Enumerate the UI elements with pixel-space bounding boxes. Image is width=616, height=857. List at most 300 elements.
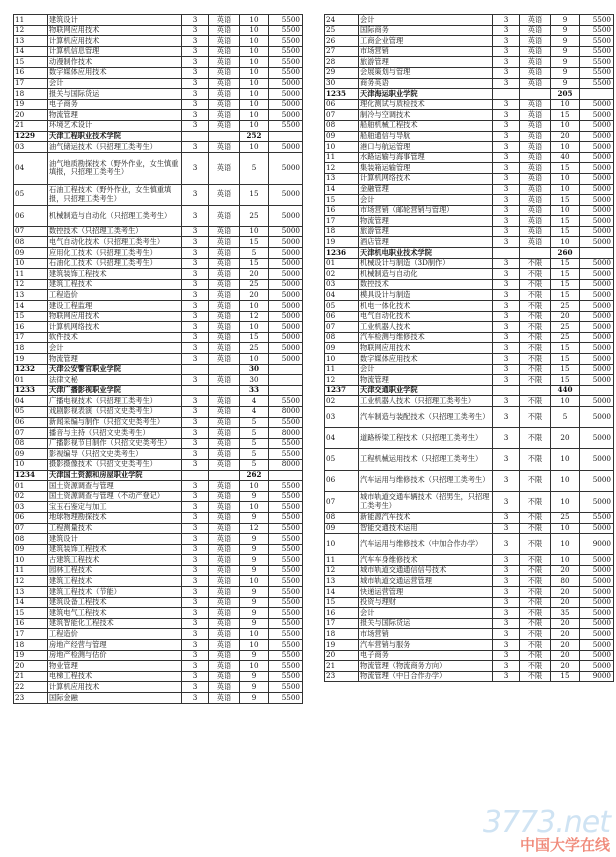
cell-language: 英语 bbox=[209, 534, 240, 545]
cell-name: 汽车检测与维修技术 bbox=[359, 332, 493, 343]
cell-years: 3 bbox=[182, 301, 209, 312]
cell-fee: 5500 bbox=[269, 693, 303, 704]
cell-plan: 10 bbox=[551, 491, 580, 512]
cell-code: 16 bbox=[14, 322, 48, 333]
table-row bbox=[325, 512, 614, 523]
cell-years: 3 bbox=[182, 332, 209, 343]
left-column bbox=[13, 14, 302, 704]
cell-years: 3 bbox=[182, 237, 209, 248]
table-row bbox=[14, 237, 303, 248]
cell-fee: 5500 bbox=[269, 46, 303, 57]
cell-code: 14 bbox=[14, 597, 48, 608]
cell-years: 3 bbox=[493, 25, 520, 36]
cell-language bbox=[209, 131, 240, 142]
cell-language: 英语 bbox=[520, 67, 551, 78]
table-row bbox=[14, 406, 303, 417]
cell-years: 3 bbox=[182, 671, 209, 682]
table-row bbox=[14, 120, 303, 131]
table-row bbox=[325, 322, 614, 333]
cell-code: 21 bbox=[325, 661, 359, 672]
cell-fee: 5000 bbox=[580, 650, 614, 661]
table-row bbox=[325, 449, 614, 470]
cell-code: 13 bbox=[14, 587, 48, 598]
table-row bbox=[14, 279, 303, 290]
table-row bbox=[325, 406, 614, 427]
cell-years: 3 bbox=[493, 120, 520, 131]
table-row bbox=[14, 629, 303, 640]
cell-years: 3 bbox=[493, 131, 520, 142]
cell-language: 英语 bbox=[209, 332, 240, 343]
cell-name: 园林工程技术 bbox=[48, 565, 182, 576]
table-row bbox=[325, 608, 614, 619]
cell-code: 27 bbox=[325, 46, 359, 57]
cell-plan: 9 bbox=[240, 650, 269, 661]
table-row bbox=[14, 491, 303, 502]
cell-fee: 5000 bbox=[580, 640, 614, 651]
cell-years: 3 bbox=[182, 565, 209, 576]
table-row bbox=[325, 110, 614, 121]
cell-fee: 5000 bbox=[580, 597, 614, 608]
cell-fee: 5500 bbox=[269, 608, 303, 619]
cell-code: 08 bbox=[14, 237, 48, 248]
table-row bbox=[14, 89, 303, 100]
cell-plan: 10 bbox=[551, 237, 580, 248]
cell-name: 天津机电职业技术学院 bbox=[359, 248, 493, 259]
cell-code: 01 bbox=[325, 258, 359, 269]
cell-language: 英语 bbox=[209, 25, 240, 36]
cell-name: 城市轨道交通运营管理 bbox=[359, 576, 493, 587]
cell-name: 工商企业管理 bbox=[359, 36, 493, 47]
cell-name: 会计 bbox=[359, 364, 493, 375]
table-row bbox=[325, 354, 614, 365]
cell-fee: 5000 bbox=[580, 195, 614, 206]
cell-language: 英语 bbox=[209, 640, 240, 651]
cell-code: 03 bbox=[325, 406, 359, 427]
cell-plan: 12 bbox=[240, 311, 269, 322]
cell-fee bbox=[269, 375, 303, 386]
table-row bbox=[325, 364, 614, 375]
cell-name: 机械制造与自动化 bbox=[359, 269, 493, 280]
cell-code: 08 bbox=[325, 120, 359, 131]
cell-code: 19 bbox=[14, 650, 48, 661]
cell-years: 3 bbox=[493, 237, 520, 248]
cell-plan: 10 bbox=[240, 142, 269, 153]
cell-fee: 8000 bbox=[269, 459, 303, 470]
cell-plan: 15 bbox=[551, 195, 580, 206]
cell-years: 3 bbox=[182, 597, 209, 608]
cell-code: 02 bbox=[325, 396, 359, 407]
cell-code: 04 bbox=[14, 152, 48, 184]
table-row bbox=[14, 502, 303, 513]
cell-years: 3 bbox=[182, 693, 209, 704]
cell-language: 不限 bbox=[520, 576, 551, 587]
table-row bbox=[14, 682, 303, 693]
cell-code: 07 bbox=[14, 226, 48, 237]
table-row bbox=[14, 576, 303, 587]
cell-plan: 20 bbox=[551, 650, 580, 661]
cell-plan: 25 bbox=[551, 332, 580, 343]
cell-plan: 9 bbox=[551, 25, 580, 36]
cell-fee: 9000 bbox=[580, 534, 614, 555]
cell-language: 不限 bbox=[520, 375, 551, 386]
cell-fee: 5500 bbox=[580, 15, 614, 26]
watermark-name: 中国大学在线 bbox=[519, 836, 610, 854]
cell-plan: 10 bbox=[240, 15, 269, 26]
cell-language: 英语 bbox=[520, 163, 551, 174]
cell-plan: 5 bbox=[240, 438, 269, 449]
cell-fee: 5000 bbox=[580, 120, 614, 131]
cell-code: 05 bbox=[14, 184, 48, 205]
cell-years: 3 bbox=[182, 481, 209, 492]
cell-name: 市场营销 bbox=[359, 629, 493, 640]
cell-name: 动漫制作技术 bbox=[48, 57, 182, 68]
table-row bbox=[325, 163, 614, 174]
table-row bbox=[14, 142, 303, 153]
cell-plan: 10 bbox=[240, 78, 269, 89]
cell-code: 1237 bbox=[325, 385, 359, 396]
cell-name: 汽车车身维修技术 bbox=[359, 555, 493, 566]
cell-name: 计算机网络技术 bbox=[359, 173, 493, 184]
cell-plan: 33 bbox=[240, 385, 269, 396]
cell-code: 12 bbox=[325, 565, 359, 576]
cell-code: 18 bbox=[14, 640, 48, 651]
cell-code: 07 bbox=[325, 110, 359, 121]
cell-fee: 5000 bbox=[580, 131, 614, 142]
cell-language: 不限 bbox=[520, 428, 551, 449]
table-row bbox=[14, 650, 303, 661]
cell-code: 02 bbox=[325, 269, 359, 280]
cell-fee: 5500 bbox=[580, 36, 614, 47]
table-row bbox=[14, 608, 303, 619]
cell-plan: 15 bbox=[551, 163, 580, 174]
cell-name: 天津海运职业学院 bbox=[359, 89, 493, 100]
cell-language: 不限 bbox=[520, 618, 551, 629]
cell-fee: 5500 bbox=[269, 565, 303, 576]
cell-years: 3 bbox=[182, 311, 209, 322]
cell-years: 3 bbox=[493, 57, 520, 68]
cell-plan: 10 bbox=[551, 120, 580, 131]
table-row bbox=[14, 417, 303, 428]
cell-code: 11 bbox=[325, 152, 359, 163]
cell-code: 16 bbox=[325, 205, 359, 216]
cell-language: 英语 bbox=[209, 152, 240, 184]
cell-code: 14 bbox=[325, 184, 359, 195]
cell-years: 3 bbox=[182, 110, 209, 121]
cell-code: 22 bbox=[14, 682, 48, 693]
table-row bbox=[14, 258, 303, 269]
cell-years: 3 bbox=[182, 502, 209, 513]
cell-years: 3 bbox=[493, 279, 520, 290]
cell-fee: 5000 bbox=[580, 629, 614, 640]
cell-language bbox=[520, 248, 551, 259]
cell-plan: 9 bbox=[240, 671, 269, 682]
cell-years: 3 bbox=[182, 279, 209, 290]
cell-plan: 15 bbox=[551, 110, 580, 121]
cell-name: 电气自动化技术（只招理工类考生） bbox=[48, 237, 182, 248]
cell-code: 10 bbox=[14, 258, 48, 269]
cell-fee: 5000 bbox=[580, 237, 614, 248]
cell-code: 04 bbox=[14, 396, 48, 407]
cell-fee: 5500 bbox=[580, 67, 614, 78]
cell-language: 英语 bbox=[209, 375, 240, 386]
cell-language: 英语 bbox=[209, 406, 240, 417]
cell-language: 不限 bbox=[520, 523, 551, 534]
cell-fee bbox=[269, 385, 303, 396]
cell-language: 英语 bbox=[209, 417, 240, 428]
table-row bbox=[14, 269, 303, 280]
cell-fee: 5000 bbox=[580, 618, 614, 629]
table-row bbox=[14, 248, 303, 259]
cell-code: 20 bbox=[14, 661, 48, 672]
cell-language: 英语 bbox=[209, 491, 240, 502]
cell-code: 19 bbox=[14, 99, 48, 110]
cell-name: 天津国土资源和房屋职业学院 bbox=[48, 470, 182, 481]
cell-code: 07 bbox=[325, 322, 359, 333]
cell-name: 金融管理 bbox=[359, 184, 493, 195]
cell-fee: 5500 bbox=[580, 25, 614, 36]
cell-plan: 40 bbox=[551, 152, 580, 163]
cell-plan: 15 bbox=[551, 364, 580, 375]
cell-name: 影视编导（只招文史类考生） bbox=[48, 449, 182, 460]
cell-name: 工程造价 bbox=[48, 290, 182, 301]
table-row bbox=[14, 449, 303, 460]
table-row bbox=[325, 640, 614, 651]
cell-years: 3 bbox=[182, 576, 209, 587]
cell-name: 天津广播影视职业学院 bbox=[48, 385, 182, 396]
cell-plan: 10 bbox=[240, 99, 269, 110]
table-row bbox=[325, 216, 614, 227]
cell-code: 15 bbox=[325, 597, 359, 608]
table-row bbox=[325, 661, 614, 672]
cell-fee bbox=[269, 470, 303, 481]
cell-fee: 5500 bbox=[269, 597, 303, 608]
cell-language: 英语 bbox=[209, 671, 240, 682]
cell-years: 3 bbox=[493, 110, 520, 121]
cell-name: 电气自动化技术 bbox=[359, 311, 493, 322]
cell-code: 10 bbox=[14, 459, 48, 470]
cell-plan: 9 bbox=[240, 565, 269, 576]
table-row bbox=[325, 195, 614, 206]
cell-years: 3 bbox=[493, 428, 520, 449]
cell-fee: 5000 bbox=[269, 290, 303, 301]
cell-language: 英语 bbox=[209, 618, 240, 629]
table-row bbox=[325, 237, 614, 248]
cell-name: 电子商务 bbox=[359, 650, 493, 661]
cell-plan: 10 bbox=[240, 354, 269, 365]
cell-name: 投资与理财 bbox=[359, 597, 493, 608]
cell-name: 建筑电气工程技术 bbox=[48, 608, 182, 619]
cell-code: 23 bbox=[14, 693, 48, 704]
cell-code: 1233 bbox=[14, 385, 48, 396]
cell-name: 物联网应用技术 bbox=[48, 25, 182, 36]
cell-plan: 10 bbox=[240, 322, 269, 333]
cell-fee bbox=[269, 364, 303, 375]
cell-language: 英语 bbox=[209, 120, 240, 131]
cell-plan: 5 bbox=[240, 459, 269, 470]
table-row bbox=[14, 67, 303, 78]
cell-fee: 5500 bbox=[580, 57, 614, 68]
table-row bbox=[14, 152, 303, 184]
cell-language: 英语 bbox=[209, 597, 240, 608]
cell-plan: 9 bbox=[551, 57, 580, 68]
cell-fee: 5000 bbox=[269, 248, 303, 259]
cell-language: 英语 bbox=[209, 99, 240, 110]
cell-code: 08 bbox=[14, 438, 48, 449]
cell-fee: 5000 bbox=[580, 406, 614, 427]
cell-name: 物业管理 bbox=[48, 661, 182, 672]
cell-name: 天津工程职业技术学院 bbox=[48, 131, 182, 142]
cell-name: 旅游管理 bbox=[359, 57, 493, 68]
cell-language: 不限 bbox=[520, 332, 551, 343]
cell-fee: 9000 bbox=[580, 671, 614, 682]
cell-years: 3 bbox=[182, 57, 209, 68]
table-row bbox=[325, 36, 614, 47]
cell-code: 21 bbox=[14, 120, 48, 131]
cell-language: 英语 bbox=[209, 661, 240, 672]
cell-code: 06 bbox=[325, 311, 359, 322]
cell-years: 3 bbox=[493, 269, 520, 280]
cell-name: 物流管理（物流商务方向） bbox=[359, 661, 493, 672]
cell-language: 英语 bbox=[209, 142, 240, 153]
cell-name: 会计 bbox=[48, 343, 182, 354]
cell-name: 数控技术 bbox=[359, 279, 493, 290]
cell-language: 英语 bbox=[209, 502, 240, 513]
school-row bbox=[14, 364, 303, 375]
cell-name: 物联网应用技术 bbox=[359, 343, 493, 354]
cell-name: 建筑装饰工程技术 bbox=[48, 544, 182, 555]
cell-name: 物流管理 bbox=[48, 354, 182, 365]
table-row bbox=[14, 618, 303, 629]
cell-fee: 5500 bbox=[269, 67, 303, 78]
cell-name: 工业机器人技术（只招理工类考生） bbox=[359, 396, 493, 407]
cell-plan: 10 bbox=[551, 449, 580, 470]
cell-name: 数字媒体应用技术 bbox=[359, 354, 493, 365]
cell-years: 3 bbox=[493, 396, 520, 407]
cell-name: 水路运输与海事管理 bbox=[359, 152, 493, 163]
cell-fee: 5000 bbox=[580, 491, 614, 512]
cell-code: 24 bbox=[325, 15, 359, 26]
cell-name: 城市轨道交通通信信号技术 bbox=[359, 565, 493, 576]
cell-plan: 20 bbox=[240, 290, 269, 301]
table-row bbox=[325, 120, 614, 131]
cell-years: 3 bbox=[182, 46, 209, 57]
cell-plan: 15 bbox=[551, 226, 580, 237]
school-row bbox=[14, 131, 303, 142]
cell-years: 3 bbox=[493, 512, 520, 523]
cell-code: 05 bbox=[14, 406, 48, 417]
cell-language: 不限 bbox=[520, 364, 551, 375]
cell-years: 3 bbox=[493, 354, 520, 365]
cell-fee: 5500 bbox=[269, 449, 303, 460]
cell-language: 英语 bbox=[520, 46, 551, 57]
cell-years: 3 bbox=[182, 534, 209, 545]
cell-years bbox=[493, 385, 520, 396]
cell-language: 英语 bbox=[209, 682, 240, 693]
school-row bbox=[325, 89, 614, 100]
table-row bbox=[14, 481, 303, 492]
cell-fee: 5500 bbox=[269, 512, 303, 523]
cell-plan: 9 bbox=[240, 491, 269, 502]
cell-name: 道路桥梁工程技术（只招理工类考生） bbox=[359, 428, 493, 449]
cell-code: 1234 bbox=[14, 470, 48, 481]
table-row bbox=[325, 618, 614, 629]
cell-plan: 9 bbox=[551, 46, 580, 57]
table-row bbox=[14, 597, 303, 608]
cell-language: 英语 bbox=[209, 438, 240, 449]
cell-plan: 10 bbox=[551, 142, 580, 153]
cell-fee: 5000 bbox=[269, 99, 303, 110]
cell-language: 英语 bbox=[209, 248, 240, 259]
cell-name: 国土资源调查与管理（不动产登记） bbox=[48, 491, 182, 502]
school-row bbox=[14, 470, 303, 481]
cell-language bbox=[209, 470, 240, 481]
cell-name: 商务英语 bbox=[359, 78, 493, 89]
cell-name: 市场营销（邮轮营销与管理） bbox=[359, 205, 493, 216]
cell-years: 3 bbox=[493, 163, 520, 174]
cell-plan: 12 bbox=[240, 523, 269, 534]
cell-code: 11 bbox=[325, 555, 359, 566]
cell-name: 智能交通技术运用 bbox=[359, 523, 493, 534]
cell-fee: 5000 bbox=[580, 142, 614, 153]
cell-plan: 20 bbox=[551, 311, 580, 322]
cell-years: 3 bbox=[493, 406, 520, 427]
cell-code: 03 bbox=[14, 502, 48, 513]
cell-plan: 10 bbox=[240, 120, 269, 131]
cell-language: 英语 bbox=[209, 544, 240, 555]
cell-plan: 9 bbox=[240, 534, 269, 545]
table-row bbox=[14, 534, 303, 545]
cell-plan: 10 bbox=[240, 89, 269, 100]
table-row bbox=[14, 99, 303, 110]
cell-years: 3 bbox=[493, 555, 520, 566]
cell-code: 06 bbox=[14, 417, 48, 428]
cell-plan: 9 bbox=[240, 597, 269, 608]
cell-language: 英语 bbox=[209, 481, 240, 492]
cell-fee: 5000 bbox=[269, 269, 303, 280]
cell-name: 机械制造与自动化（只招理工类考生） bbox=[48, 205, 182, 226]
cell-fee: 5500 bbox=[269, 534, 303, 545]
cell-years: 3 bbox=[182, 226, 209, 237]
cell-name: 理化测试与质检技术 bbox=[359, 99, 493, 110]
cell-plan: 9 bbox=[551, 67, 580, 78]
cell-plan: 4 bbox=[240, 396, 269, 407]
table-row bbox=[14, 311, 303, 322]
cell-code: 05 bbox=[325, 301, 359, 312]
cell-fee: 5000 bbox=[580, 152, 614, 163]
cell-years: 3 bbox=[493, 640, 520, 651]
cell-language: 不限 bbox=[520, 449, 551, 470]
cell-years: 3 bbox=[493, 491, 520, 512]
cell-fee bbox=[580, 89, 614, 100]
cell-fee: 5000 bbox=[580, 343, 614, 354]
table-row bbox=[325, 258, 614, 269]
cell-language: 英语 bbox=[209, 354, 240, 365]
cell-fee: 5000 bbox=[580, 301, 614, 312]
cell-language: 英语 bbox=[209, 576, 240, 587]
cell-name: 计算机应用技术 bbox=[48, 682, 182, 693]
cell-fee: 5000 bbox=[580, 258, 614, 269]
cell-code: 07 bbox=[325, 491, 359, 512]
cell-plan: 10 bbox=[240, 629, 269, 640]
cell-fee: 5000 bbox=[269, 142, 303, 153]
cell-years bbox=[182, 385, 209, 396]
cell-years: 3 bbox=[182, 375, 209, 386]
cell-code: 05 bbox=[325, 449, 359, 470]
table-row bbox=[325, 597, 614, 608]
cell-fee: 5000 bbox=[269, 205, 303, 226]
cell-fee: 5500 bbox=[269, 57, 303, 68]
cell-plan: 25 bbox=[240, 279, 269, 290]
